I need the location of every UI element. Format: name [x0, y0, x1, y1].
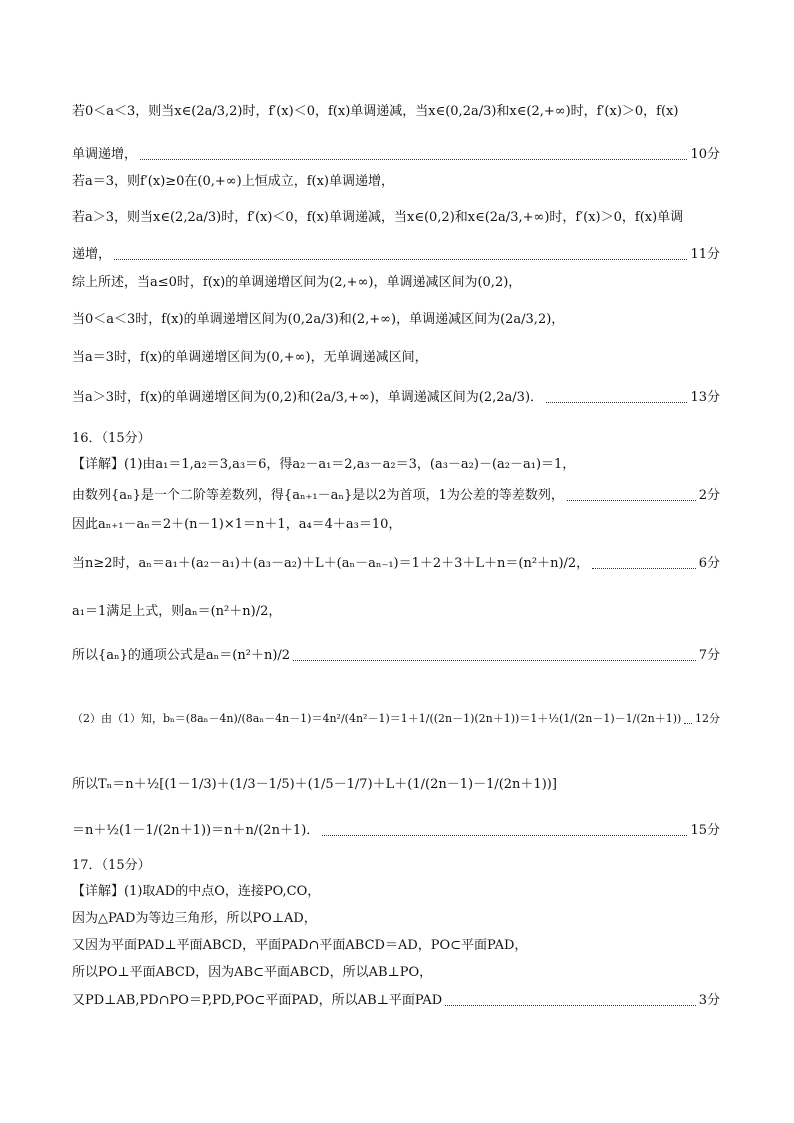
line-q16-sum: [72, 776, 720, 794]
line-q17-planes: [72, 937, 720, 955]
line-q16-recurrence: [72, 516, 720, 534]
line-text: 又PD⊥AB,PD∩PO＝P,PD,PO⊂平面PAD，所以AB⊥平面PAD: [72, 993, 443, 1008]
line-text: ＝n＋½(1－1/(2n＋1))＝n＋n/(2n＋1)．: [72, 823, 320, 838]
line-text: 所以PO⊥平面ABCD，因为AB⊂平面ABCD，所以AB⊥PO，: [72, 965, 433, 980]
dot-leader: [592, 568, 696, 569]
score-mark: 6分: [698, 556, 720, 571]
line-text: 所以Tₙ＝n＋½[(1－1/3)＋(1/3－1/5)＋(1/5－1/7)＋L＋(1/(2n－1)－1/(2n＋1))]: [72, 777, 557, 792]
line-q17-detail-start: [72, 883, 720, 901]
line-q17-3pts: [72, 992, 720, 1010]
score-mark: 13分: [690, 390, 720, 405]
line-text: 由数列{aₙ}是一个二阶等差数列，得{aₙ₊₁－aₙ}是以2为首项，1为公差的等差数列，: [72, 488, 564, 503]
line-text: 若0＜a＜3，则当x∈(2a/3,2)时，f′(x)＜0，f(x)单调递减，当x∈(0,2a/3)和x∈(2,+∞)时，f′(x)＞0，f(x): [72, 104, 679, 119]
line-text: 因为△PAD为等边三角形，所以PO⊥AD，: [72, 911, 317, 926]
line-text: 所以{aₙ}的通项公式是aₙ＝(n²＋n)/2: [72, 648, 291, 663]
line-text: （2）由（1）知，bₙ＝(8aₙ－4n)/(8aₙ－4n－1)＝4n²/(4n²－1)＝1＋1/((2n－1)(2n＋1))＝1＋½(1/(2n－1)－1/(2n＋1)): [72, 712, 682, 725]
score-mark: 2分: [698, 488, 720, 503]
line-text: 综上所述，当a≤0时，f(x)的单调递增区间为(2,+∞)，单调递减区间为(0,2)，: [72, 275, 522, 290]
question-16-heading: [72, 430, 720, 448]
dot-leader: [293, 660, 696, 661]
line-text: 当a＝3时，f(x)的单调递增区间为(0,+∞)，无单调递减区间，: [72, 350, 428, 365]
line-text: 单调递增，: [72, 147, 138, 162]
line-text: 【详解】(1)取AD的中点O，连接PO,CO，: [72, 884, 321, 899]
score-mark: 10分: [690, 147, 720, 162]
score-mark: 12分: [695, 712, 720, 725]
line-q16-6pts: [72, 555, 720, 573]
dot-leader: [567, 500, 696, 501]
line-text: 若a＝3，则f′(x)≥0在(0,+∞)上恒成立，f(x)单调递增，: [72, 174, 394, 189]
line-text: 又因为平面PAD⊥平面ABCD，平面PAD∩平面ABCD＝AD，PO⊂平面PAD，: [72, 938, 528, 953]
dot-leader: [140, 159, 687, 160]
dot-leader: [114, 259, 687, 260]
dot-leader: [445, 1005, 696, 1006]
line-summary-a-3: [72, 349, 720, 367]
line-q16-detail-start: [72, 456, 720, 474]
line-q16-15pts: [72, 822, 720, 840]
line-case-a-greater-3: [72, 209, 720, 227]
dot-leader: [322, 835, 687, 836]
line-summary-a-le-0: [72, 274, 720, 292]
line-text: 递增，: [72, 247, 112, 262]
line-text: 当a＞3时，f(x)的单调递增区间为(0,2)和(2a/3,+∞)，单调递减区间为(2,2a/3)．: [72, 390, 544, 405]
line-text: 16．（15分）: [72, 431, 151, 446]
line-summary-a-0-3: [72, 311, 720, 329]
line-q16-part2-12pts: [72, 710, 720, 728]
line-text: 【详解】(1)由a₁＝1,a₂＝3,a₃＝6，得a₂－a₁＝2,a₃－a₂＝3，(a₃－a₂)－(a₂－a₁)＝1，: [72, 457, 576, 472]
line-summary-a-gt-3: [72, 389, 720, 407]
line-q17-equilateral: [72, 910, 720, 928]
line-case-a-equals-3: [72, 173, 720, 191]
line-q16-2pts: [72, 487, 720, 505]
score-mark: 11分: [690, 247, 720, 262]
line-text: 当n≥2时，aₙ＝a₁＋(a₂－a₁)＋(a₃－a₂)＋L＋(aₙ－aₙ₋₁)＝1＋2＋3＋L＋n＝(n²＋n)/2，: [72, 556, 590, 571]
question-17-heading: [72, 857, 720, 875]
score-mark: 3分: [698, 993, 720, 1008]
line-case-a-between-0-3: [72, 103, 720, 121]
line-q17-po-perp: [72, 964, 720, 982]
line-text: 17．（15分）: [72, 858, 151, 873]
line-increasing-10pts: [72, 146, 720, 164]
line-text: 因此aₙ₊₁－aₙ＝2＋(n－1)×1＝n＋1，a₄＝4＋a₃＝10，: [72, 517, 402, 532]
score-mark: 15分: [690, 823, 720, 838]
score-mark: 7分: [698, 648, 720, 663]
line-q16-check: [72, 603, 720, 621]
line-q16-7pts: [72, 647, 720, 665]
line-increasing-11pts: [72, 246, 720, 264]
line-text: 若a＞3，则当x∈(2,2a/3)时，f′(x)＜0，f(x)单调递减，当x∈(0,2)和x∈(2a/3,+∞)时，f′(x)＞0，f(x)单调: [72, 210, 684, 225]
dot-leader: [684, 723, 692, 724]
line-text: 当0＜a＜3时，f(x)的单调递增区间为(0,2a/3)和(2,+∞)，单调递减区间为(2a/3,2)，: [72, 312, 565, 327]
dot-leader: [546, 402, 687, 403]
line-text: a₁＝1满足上式，则aₙ＝(n²＋n)/2，: [72, 604, 282, 619]
